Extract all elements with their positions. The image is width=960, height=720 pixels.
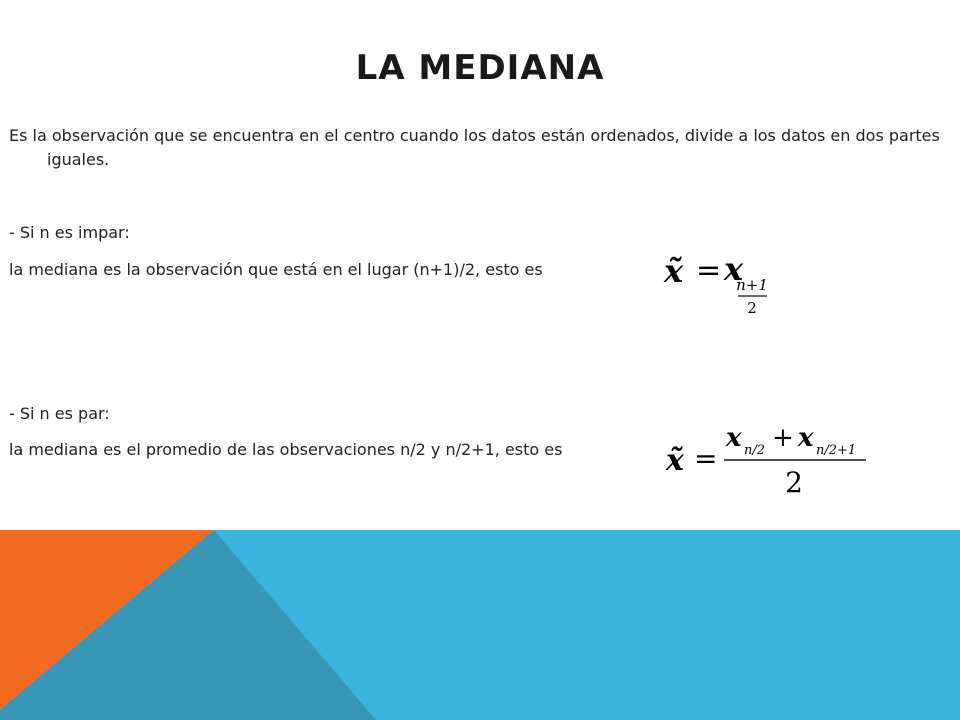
odd-median-formula	[658, 246, 778, 321]
odd-formula-var: x	[724, 250, 744, 288]
intro-paragraph: Es la observación que se encuentra en el centro cuando los datos están ordenados, divide a los datos en dos partes iguales.	[9, 126, 940, 169]
odd-formula-lhs: x̃	[664, 252, 684, 290]
odd-formula-equals: =	[696, 253, 722, 288]
odd-case-heading: - Si n es impar:	[9, 223, 130, 242]
odd-case-description: la mediana es la observación que está en el lugar (n+1)/2, esto es	[9, 260, 543, 279]
odd-formula-sub-denominator: 2	[747, 299, 757, 317]
slide-title: LA MEDIANA	[355, 48, 605, 88]
even-formula-term1-var: x	[726, 423, 742, 453]
even-formula-term2-sub: n/2+1	[816, 443, 857, 458]
even-formula-lhs: x̃	[666, 443, 684, 478]
even-formula-equals: =	[694, 442, 718, 475]
even-formula-term2-var: x	[798, 423, 814, 453]
even-formula-denominator: 2	[785, 466, 803, 496]
even-formula-term1-sub: n/2	[744, 443, 766, 458]
even-formula-plus: +	[772, 423, 794, 453]
odd-formula-sub-numerator: n+1	[736, 276, 768, 294]
decorative-footer-band	[0, 530, 960, 720]
even-median-formula	[664, 414, 874, 496]
even-case-heading: - Si n es par:	[9, 404, 110, 423]
even-case-description: la mediana es el promedio de las observaciones n/2 y n/2+1, esto es	[9, 440, 563, 459]
